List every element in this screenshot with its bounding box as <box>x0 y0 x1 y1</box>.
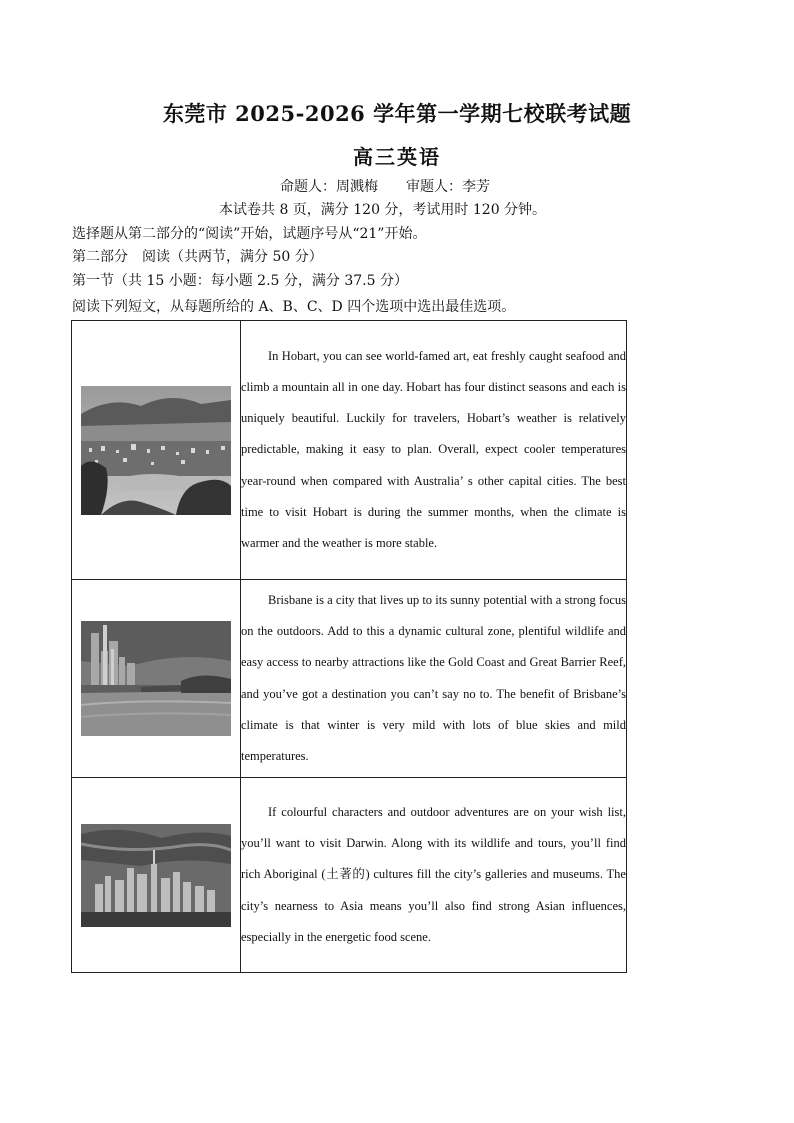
text-cell <box>241 778 627 973</box>
subsection-heading: 第一节（共 15 小题：每小题 2.5 分，满分 37.5 分） <box>72 273 408 289</box>
section-heading: 第二部分 阅读（共两节，满分 50 分） <box>72 249 323 265</box>
passage-text: If colourful characters and outdoor adventures are on your wish list, you’ll want to visit Darwin. Along with its wildlife and tours, you’ll find rich Aboriginal (土著的) cultures fill the city’s galleries and museums. The city’s nearness to Asia means you’ll also find strong Asian influences, especially in the energetic food scene. <box>241 804 626 944</box>
image-cell <box>72 778 241 973</box>
image-cell <box>72 321 241 580</box>
question-numbering-note: 选择题从第二部分的“阅读”开始，试题序号从“21”开始。 <box>72 226 427 242</box>
reading-instruction: 阅读下列短文，从每题所给的 A、B、C、D 四个选项中选出最佳选项。 <box>72 299 516 315</box>
text-cell <box>241 580 627 778</box>
passage-row <box>72 778 627 973</box>
reading-table <box>71 320 627 973</box>
passage-row <box>72 580 627 778</box>
exam-info-line: 本试卷共 8 页，满分 120 分，考试用时 120 分钟。 <box>219 202 547 218</box>
passage-text: Brisbane is a city that lives up to its sunny potential with a strong focus on the outdoors. Add to this a dynamic cultural zone, plentiful wildlife and easy access to nearby attractions like the Gold Coast and Great Barrier Reef, and you’ve got a destination you can’t say no to. The benefit of Brisbane’s climate is that winter is very mild with lots of blue skies and mild temperatures. <box>241 592 626 763</box>
text-cell <box>241 321 627 580</box>
image-cell <box>72 580 241 778</box>
darwin-skyline-photo <box>81 824 231 927</box>
exam-subtitle: 高三英语 <box>353 145 441 169</box>
brisbane-river-photo <box>81 621 231 736</box>
passage-row <box>72 321 627 580</box>
exam-authors: 命题人：周溅梅 审题人：李芳 <box>280 179 490 195</box>
exam-title: 东莞市 2025-2026 学年第一学期七校联考试题 <box>162 101 632 126</box>
hobart-city-photo <box>81 386 231 515</box>
passage-text: In Hobart, you can see world-famed art, eat freshly caught seafood and climb a mountain all in one day. Hobart has four distinct seasons and each is uniquely beautiful. Luckily for travelers, Hobart’s weather is relatively predictable, making it easy to plan. Overall, expect cooler temperatures year-round when compared with Australia’ s other capital cities. The best time to visit Hobart is during the summer months, when the climate is warmer and the weather is more stable. <box>241 348 626 550</box>
